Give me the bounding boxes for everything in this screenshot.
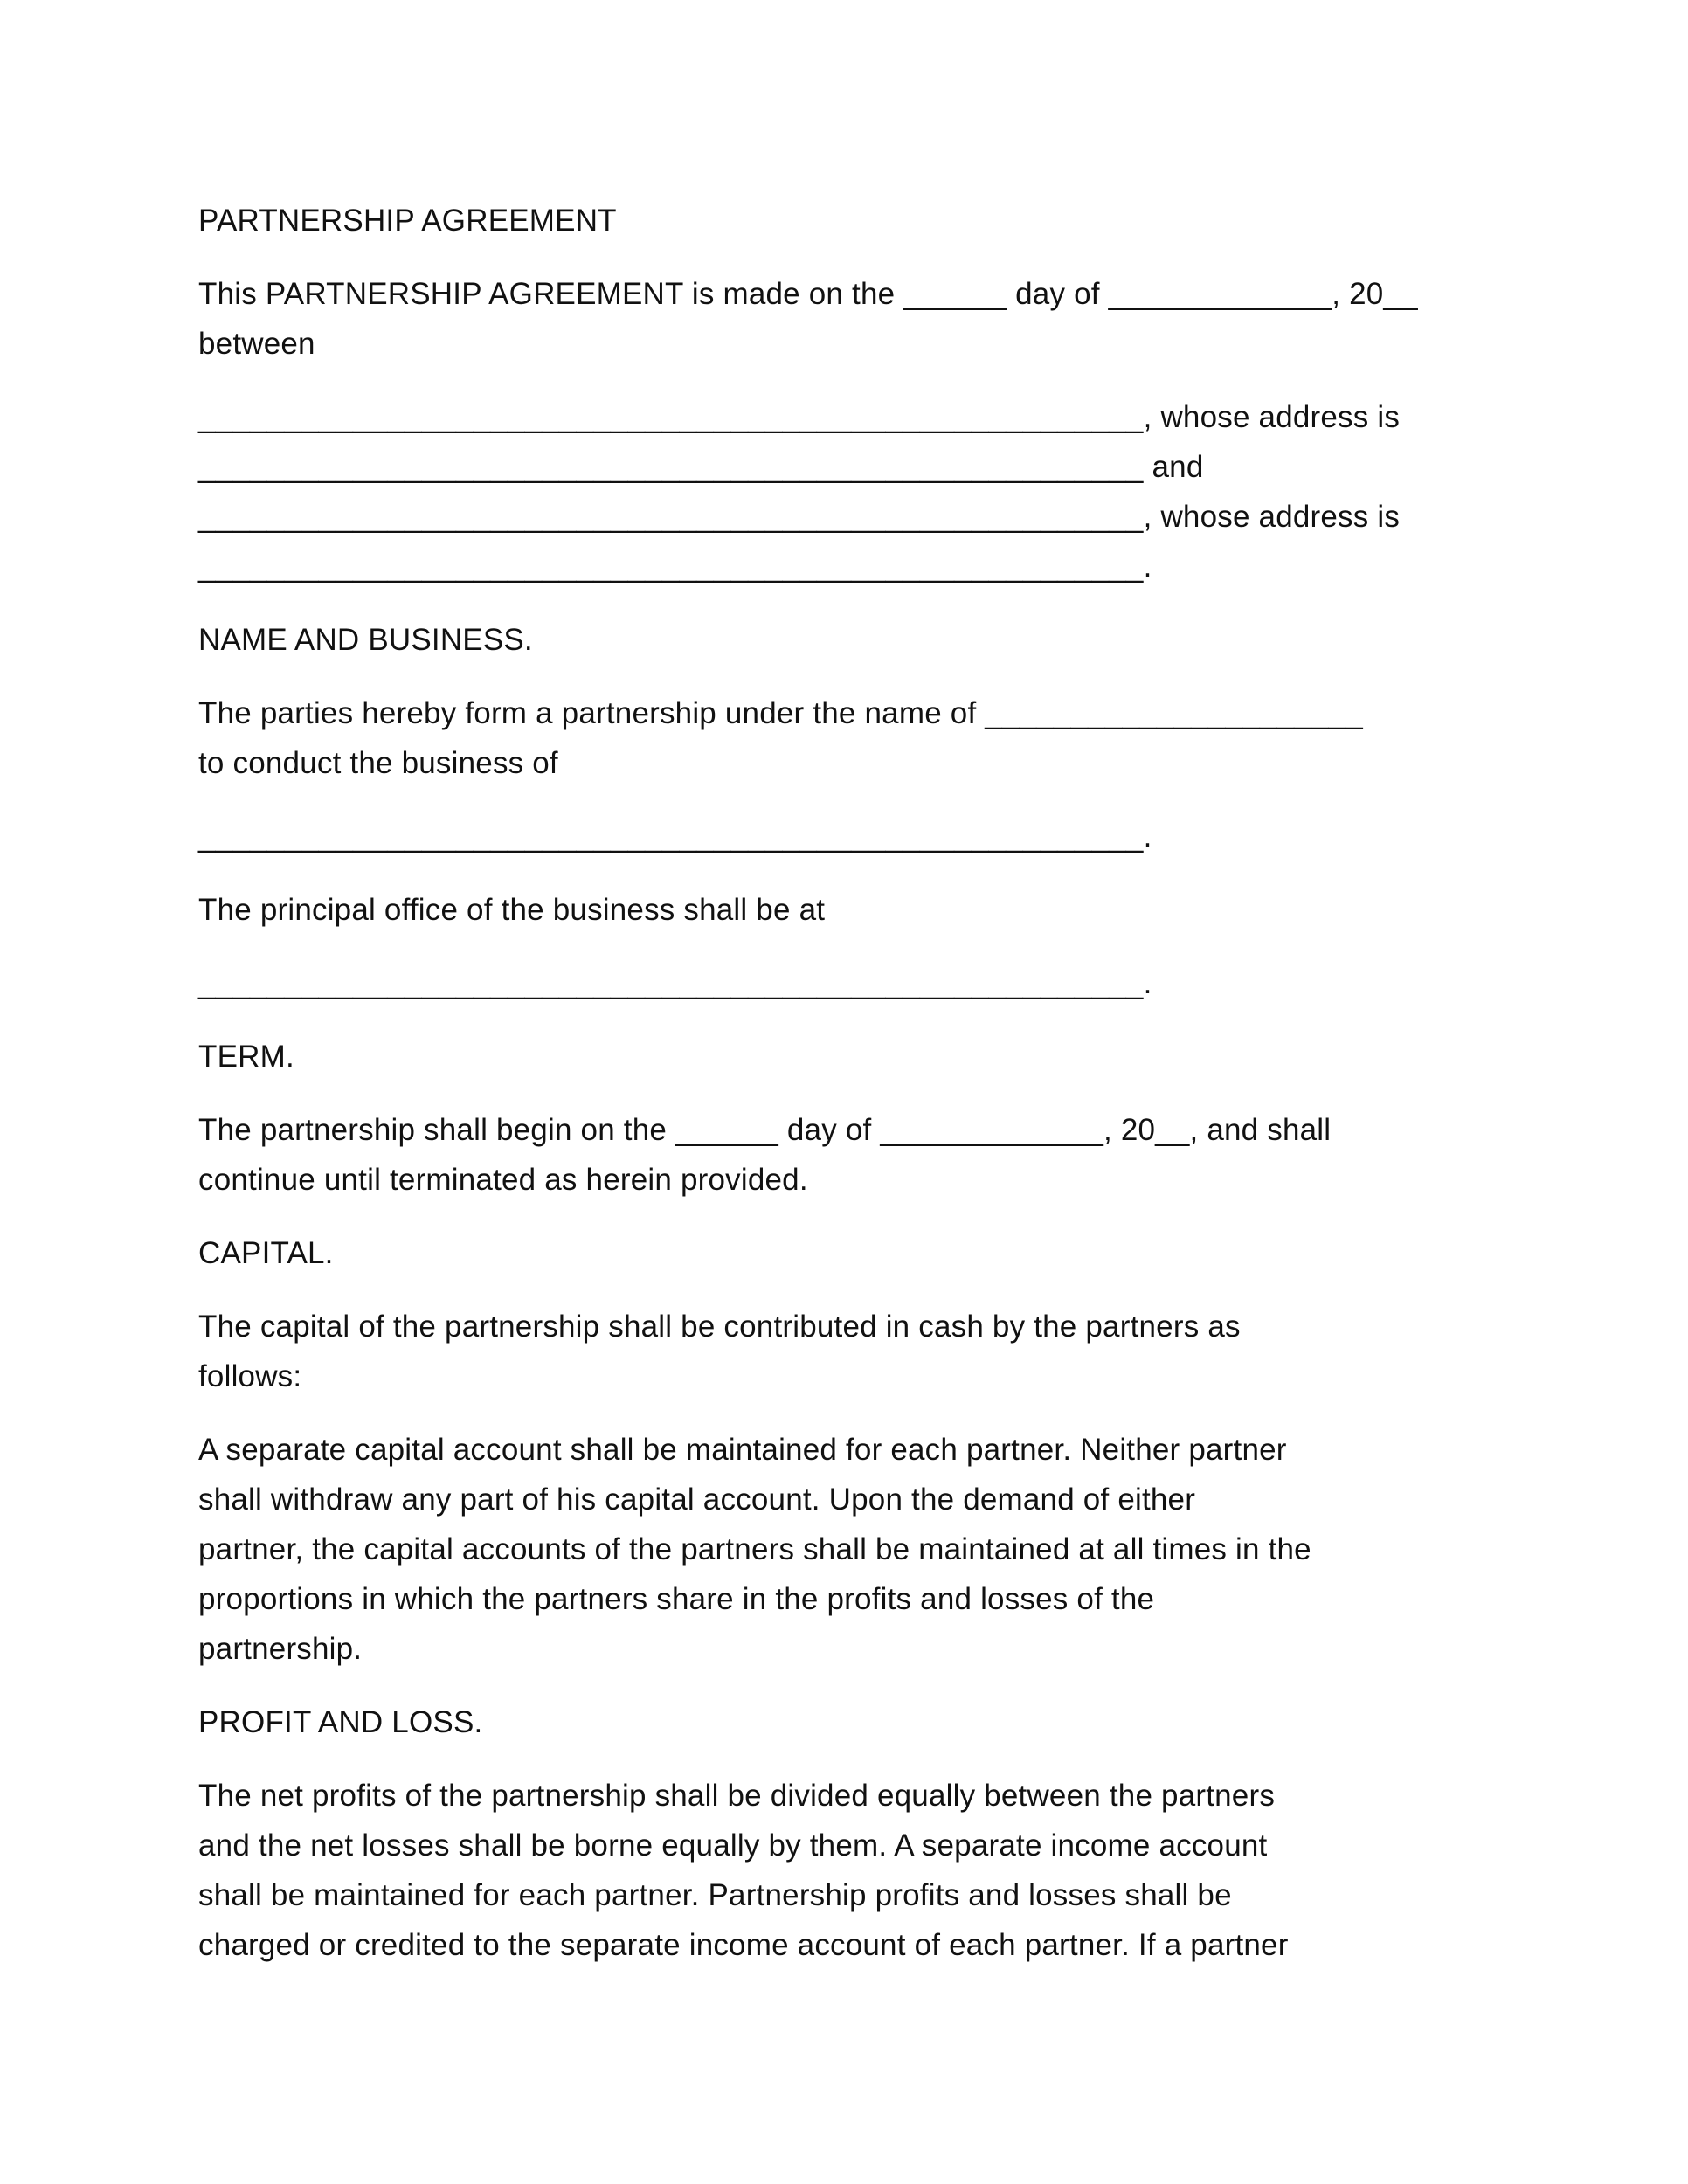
business-blank-paragraph bbox=[198, 812, 1513, 861]
intro-paragraph bbox=[198, 269, 1513, 369]
term-line-2: continue until terminated as herein provided. bbox=[198, 1163, 808, 1197]
principal-office-line: The principal office of the business shall be at bbox=[198, 893, 826, 927]
partnership-name-paragraph bbox=[198, 688, 1513, 788]
capital-account-line-1: A separate capital account shall be maintained for each partner. Neither partner bbox=[198, 1433, 1287, 1467]
profit-and-loss-paragraph bbox=[198, 1771, 1513, 1970]
profit-and-loss-heading-block bbox=[198, 1697, 1513, 1747]
capital-account-paragraph bbox=[198, 1425, 1513, 1674]
profit-and-loss-heading: PROFIT AND LOSS. bbox=[198, 1705, 483, 1739]
office-blank-line: _______________________________________________________. bbox=[198, 966, 1152, 1000]
partner1-name-blank-line: _______________________________________________________, whose address is bbox=[198, 400, 1401, 434]
term-heading-block bbox=[198, 1032, 1513, 1082]
principal-office-paragraph bbox=[198, 885, 1513, 935]
capital-heading-block bbox=[198, 1228, 1513, 1278]
intro-line-1: This PARTNERSHIP AGREEMENT is made on the ______ day of _____________, 20__ bbox=[198, 277, 1418, 311]
partner1-address-blank-line: _______________________________________________________ and bbox=[198, 450, 1204, 484]
intro-line-2: between bbox=[198, 327, 315, 361]
parties-paragraph bbox=[198, 392, 1513, 591]
name-and-business-heading: NAME AND BUSINESS. bbox=[198, 623, 533, 657]
partnership-name-line-2: to conduct the business of bbox=[198, 746, 558, 780]
capital-account-line-5: partnership. bbox=[198, 1632, 363, 1666]
capital-account-line-3: partner, the capital accounts of the partners shall be maintained at all times in the bbox=[198, 1532, 1311, 1566]
profit-and-loss-line-1: The net profits of the partnership shall be divided equally between the partners bbox=[198, 1779, 1276, 1813]
profit-and-loss-line-4: charged or credited to the separate income account of each partner. If a partner bbox=[198, 1928, 1289, 1962]
business-blank-line: _______________________________________________________. bbox=[198, 819, 1152, 854]
document-title: PARTNERSHIP AGREEMENT bbox=[198, 204, 617, 238]
capital-contribution-line-2: follows: bbox=[198, 1359, 302, 1393]
term-heading: TERM. bbox=[198, 1040, 294, 1074]
term-paragraph bbox=[198, 1105, 1513, 1205]
profit-and-loss-line-2: and the net losses shall be borne equally by them. A separate income account bbox=[198, 1828, 1268, 1863]
partner2-name-blank-line: _______________________________________________________, whose address is bbox=[198, 500, 1401, 534]
name-and-business-heading-block bbox=[198, 615, 1513, 665]
office-blank-paragraph bbox=[198, 958, 1513, 1008]
capital-heading: CAPITAL. bbox=[198, 1236, 334, 1270]
title-block bbox=[198, 196, 1513, 245]
profit-and-loss-line-3: shall be maintained for each partner. Partnership profits and losses shall be bbox=[198, 1878, 1232, 1912]
capital-account-line-4: proportions in which the partners share in the profits and losses of the bbox=[198, 1582, 1155, 1616]
capital-account-line-2: shall withdraw any part of his capital account. Upon the demand of either bbox=[198, 1482, 1196, 1517]
capital-contribution-line-1: The capital of the partnership shall be contributed in cash by the partners as bbox=[198, 1310, 1241, 1344]
term-line-1: The partnership shall begin on the ______ day of _____________, 20__, and shall bbox=[198, 1113, 1332, 1147]
partner2-address-blank-line: _______________________________________________________. bbox=[198, 549, 1152, 584]
capital-contribution-paragraph bbox=[198, 1302, 1513, 1401]
partnership-name-line-1: The parties hereby form a partnership under the name of ______________________ bbox=[198, 696, 1363, 730]
